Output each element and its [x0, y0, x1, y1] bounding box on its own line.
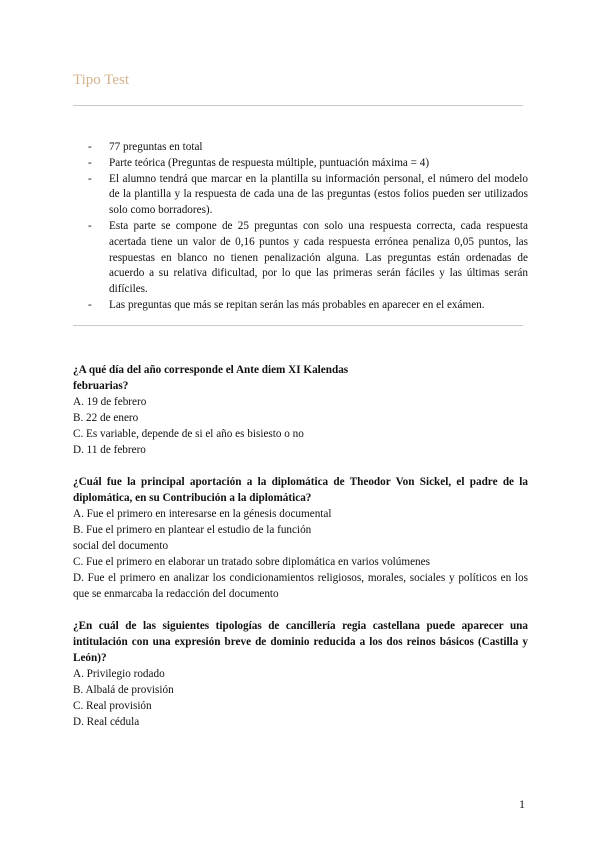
option-c: C. Fue el primero en elaborar un tratado sobre diplomática en varios volúmenes	[73, 556, 430, 568]
question-stem: ¿En cuál de las siguientes tipologías de cancillería regia castellana puede aparecer una intitulación con una expresión breve de dominio reducida a los dos reinos básicos (Castilla y León)?	[73, 620, 528, 664]
option-a: A. Fue el primero en interesarse en la génesis documental	[73, 508, 332, 520]
instruction-item: - Parte teórica (Preguntas de respuesta múltiple, puntuación máxima = 4)	[88, 156, 528, 172]
option-a: A. Privilegio rodado	[73, 668, 165, 680]
question-2	[73, 474, 528, 602]
instruction-item: - Las preguntas que más se repitan serán las más probables en aparecer en el exámen.	[88, 298, 528, 314]
bottom-divider	[73, 325, 523, 326]
question-stem: ¿Cuál fue la principal aportación a la diplomática de Theodor Von Sickel, el padre de la diplomática, en su Contribución a la diplomática?	[73, 476, 528, 504]
page-title: Tipo Test	[73, 72, 130, 88]
question-3	[73, 618, 528, 730]
option-d: D. 11 de febrero	[73, 444, 146, 456]
option-c: C. Es variable, depende de si el año es bisiesto o no	[73, 428, 304, 440]
instruction-item: - 77 preguntas en total	[88, 140, 528, 156]
instruction-item: - El alumno tendrá que marcar en la plantilla su información personal, el número del modelo de la plantilla y la respuesta de cada una de las preguntas (estos folios pueden ser utilizados solo como borradores).	[88, 172, 528, 219]
page-number: 1	[519, 797, 525, 811]
option-d: D. Real cédula	[73, 716, 140, 728]
top-divider	[73, 105, 523, 106]
question-stem: ¿A qué día del año corresponde el Ante diem XI Kalendas februarias?	[73, 364, 349, 392]
option-b-continued: social del documento	[73, 540, 169, 552]
option-b: B. 22 de enero	[73, 412, 139, 424]
option-d: D. Fue el primero en analizar los condicionamientos religiosos, morales, sociales y políticos en los que se enmarcaba la redacción del documento	[73, 572, 528, 600]
option-c: C. Real provisión	[73, 700, 152, 712]
instruction-item: - Esta parte se compone de 25 preguntas con solo una respuesta correcta, cada respuesta acertada tiene un valor de 0,16 puntos y cada respuesta errónea penaliza 0,05 puntos, las respuestas en blanco no tienen penalización alguna. Las preguntas están ordenadas de acuerdo a su relativa dificultad, por lo que las primeras serán fáciles y las últimas serán difíciles.	[88, 219, 528, 298]
instructions-list	[88, 140, 528, 314]
question-1	[73, 362, 528, 458]
option-b: B. Fue el primero en plantear el estudio de la función	[73, 524, 312, 536]
option-b: B. Albalá de provisión	[73, 684, 174, 696]
option-a: A. 19 de febrero	[73, 396, 147, 408]
